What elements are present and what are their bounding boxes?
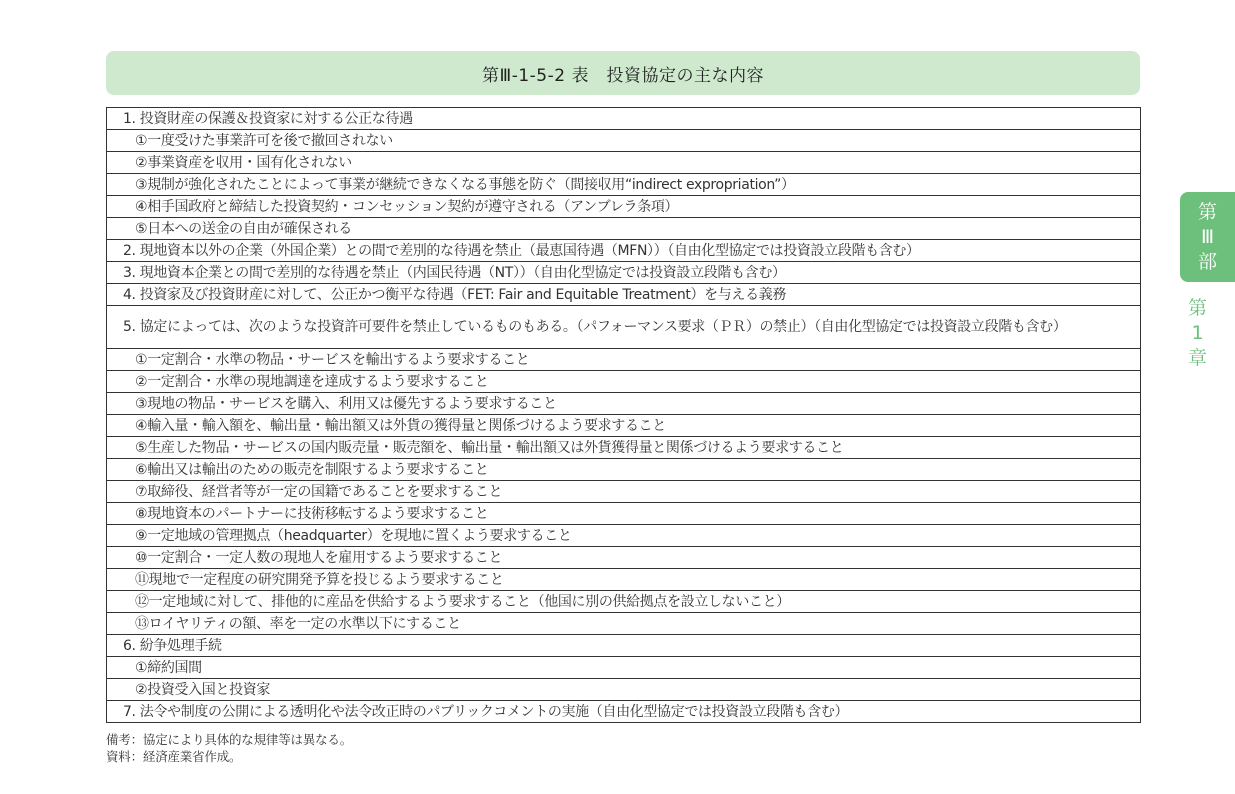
- table-row: [107, 284, 1141, 306]
- sub-item-cell: ①一度受けた事業許可を後で撤回されない: [107, 130, 1141, 152]
- table-row: [107, 613, 1141, 635]
- source-note: 資料：経済産業省作成。: [106, 749, 242, 764]
- table-row: [107, 503, 1141, 525]
- table-row: [107, 415, 1141, 437]
- sub-item-cell: ⑫一定地域に対して、排他的に産品を供給するよう要求すること（他国に別の供給拠点を設立しないこと）: [107, 591, 1141, 613]
- table-row: [107, 569, 1141, 591]
- sub-item-cell: ①締約国間: [107, 657, 1141, 679]
- table-row: [107, 657, 1141, 679]
- sub-item-cell: ⑤日本への送金の自由が確保される: [107, 218, 1141, 240]
- table-row: [107, 152, 1141, 174]
- table-row: [107, 240, 1141, 262]
- sub-item-cell: ①一定割合・水準の物品・サービスを輸出するよう要求すること: [107, 349, 1141, 371]
- sub-item-cell: ②投資受入国と投資家: [107, 679, 1141, 701]
- table-row: [107, 525, 1141, 547]
- chapter-label: [1180, 296, 1215, 371]
- section-heading-cell: 5. 協定によっては、次のような投資許可要件を禁止しているものもある。（パフォーマンス要求（ＰＲ）の禁止）（自由化型協定では投資設立段階も含む）: [107, 306, 1141, 349]
- chapter-label-char: 章: [1187, 347, 1207, 369]
- table-row: [107, 371, 1141, 393]
- sub-item-cell: ⑧現地資本のパートナーに技術移転するよう要求すること: [107, 503, 1141, 525]
- table-body: [107, 108, 1141, 723]
- sub-item-cell: ④相手国政府と締結した投資契約・コンセッション契約が遵守される（アンブレラ条項）: [107, 196, 1141, 218]
- sub-item-cell: ⑥輸出又は輸出のための販売を制限するよう要求すること: [107, 459, 1141, 481]
- chapter-label-char: 1: [1191, 322, 1204, 344]
- part-tab-char: Ⅲ: [1200, 225, 1215, 248]
- sub-item-cell: ⑬ロイヤリティの額、率を一定の水準以下にすること: [107, 613, 1141, 635]
- table-row: [107, 459, 1141, 481]
- table-row: [107, 437, 1141, 459]
- part-tab[interactable]: [1180, 192, 1235, 282]
- table-row: [107, 635, 1141, 657]
- table-row: [107, 196, 1141, 218]
- sub-item-cell: ⑩一定割合・一定人数の現地人を雇用するよう要求すること: [107, 547, 1141, 569]
- sub-item-cell: ⑨一定地域の管理拠点（headquarter）を現地に置くよう要求すること: [107, 525, 1141, 547]
- table-row: [107, 218, 1141, 240]
- section-heading-cell: 1. 投資財産の保護＆投資家に対する公正な待遇: [107, 108, 1141, 130]
- table-row: [107, 481, 1141, 503]
- sub-item-cell: ⑪現地で一定程度の研究開発予算を投じるよう要求すること: [107, 569, 1141, 591]
- sub-item-cell: ④輸入量・輸入額を、輸出量・輸出額又は外貨の獲得量と関係づけるよう要求すること: [107, 415, 1141, 437]
- table-title: 第Ⅲ-1-5-2 表 投資協定の主な内容: [106, 51, 1140, 95]
- section-heading-cell: 2. 現地資本以外の企業（外国企業）との間で差別的な待遇を禁止（最恵国待遇（MFN））（自由化型協定では投資設立段階も含む）: [107, 240, 1141, 262]
- table-row: [107, 701, 1141, 723]
- table-row: [107, 547, 1141, 569]
- notes: [106, 731, 352, 765]
- section-heading-cell: 7. 法令や制度の公開による透明化や法令改正時のパブリックコメントの実施（自由化型協定では投資設立段階も含む）: [107, 701, 1141, 723]
- section-heading-cell: 4. 投資家及び投資財産に対して、公正かつ衡平な待遇（FET: Fair and Equitable Treatment）を与える義務: [107, 284, 1141, 306]
- sub-item-cell: ③現地の物品・サービスを購入、利用又は優先するよう要求すること: [107, 393, 1141, 415]
- part-tab-char: 部: [1197, 250, 1217, 273]
- sub-item-cell: ②事業資産を収用・国有化されない: [107, 152, 1141, 174]
- table-row: [107, 393, 1141, 415]
- section-heading-cell: 3. 現地資本企業との間で差別的な待遇を禁止（内国民待遇（NT））（自由化型協定では投資設立段階も含む）: [107, 262, 1141, 284]
- table-row: [107, 591, 1141, 613]
- sub-item-cell: ⑦取締役、経営者等が一定の国籍であることを要求すること: [107, 481, 1141, 503]
- table-row: [107, 174, 1141, 196]
- part-tab-char: 第: [1197, 200, 1217, 223]
- table-row: [107, 679, 1141, 701]
- chapter-label-char: 第: [1187, 297, 1207, 319]
- sub-item-cell: ③規制が強化されたことによって事業が継続できなくなる事態を防ぐ（間接収用“indirect expropriation”）: [107, 174, 1141, 196]
- table-row: [107, 108, 1141, 130]
- sub-item-cell: ②一定割合・水準の現地調達を達成するよう要求すること: [107, 371, 1141, 393]
- sub-item-cell: ⑤生産した物品・サービスの国内販売量・販売額を、輸出量・輸出額又は外貨獲得量と関係づけるよう要求すること: [107, 437, 1141, 459]
- content-table: [106, 107, 1141, 723]
- table-row: [107, 130, 1141, 152]
- table-row: [107, 349, 1141, 371]
- table-row: [107, 306, 1141, 349]
- table-row: [107, 262, 1141, 284]
- remark-note: 備考：協定により具体的な規律等は異なる。: [106, 732, 353, 747]
- section-heading-cell: 6. 紛争処理手続: [107, 635, 1141, 657]
